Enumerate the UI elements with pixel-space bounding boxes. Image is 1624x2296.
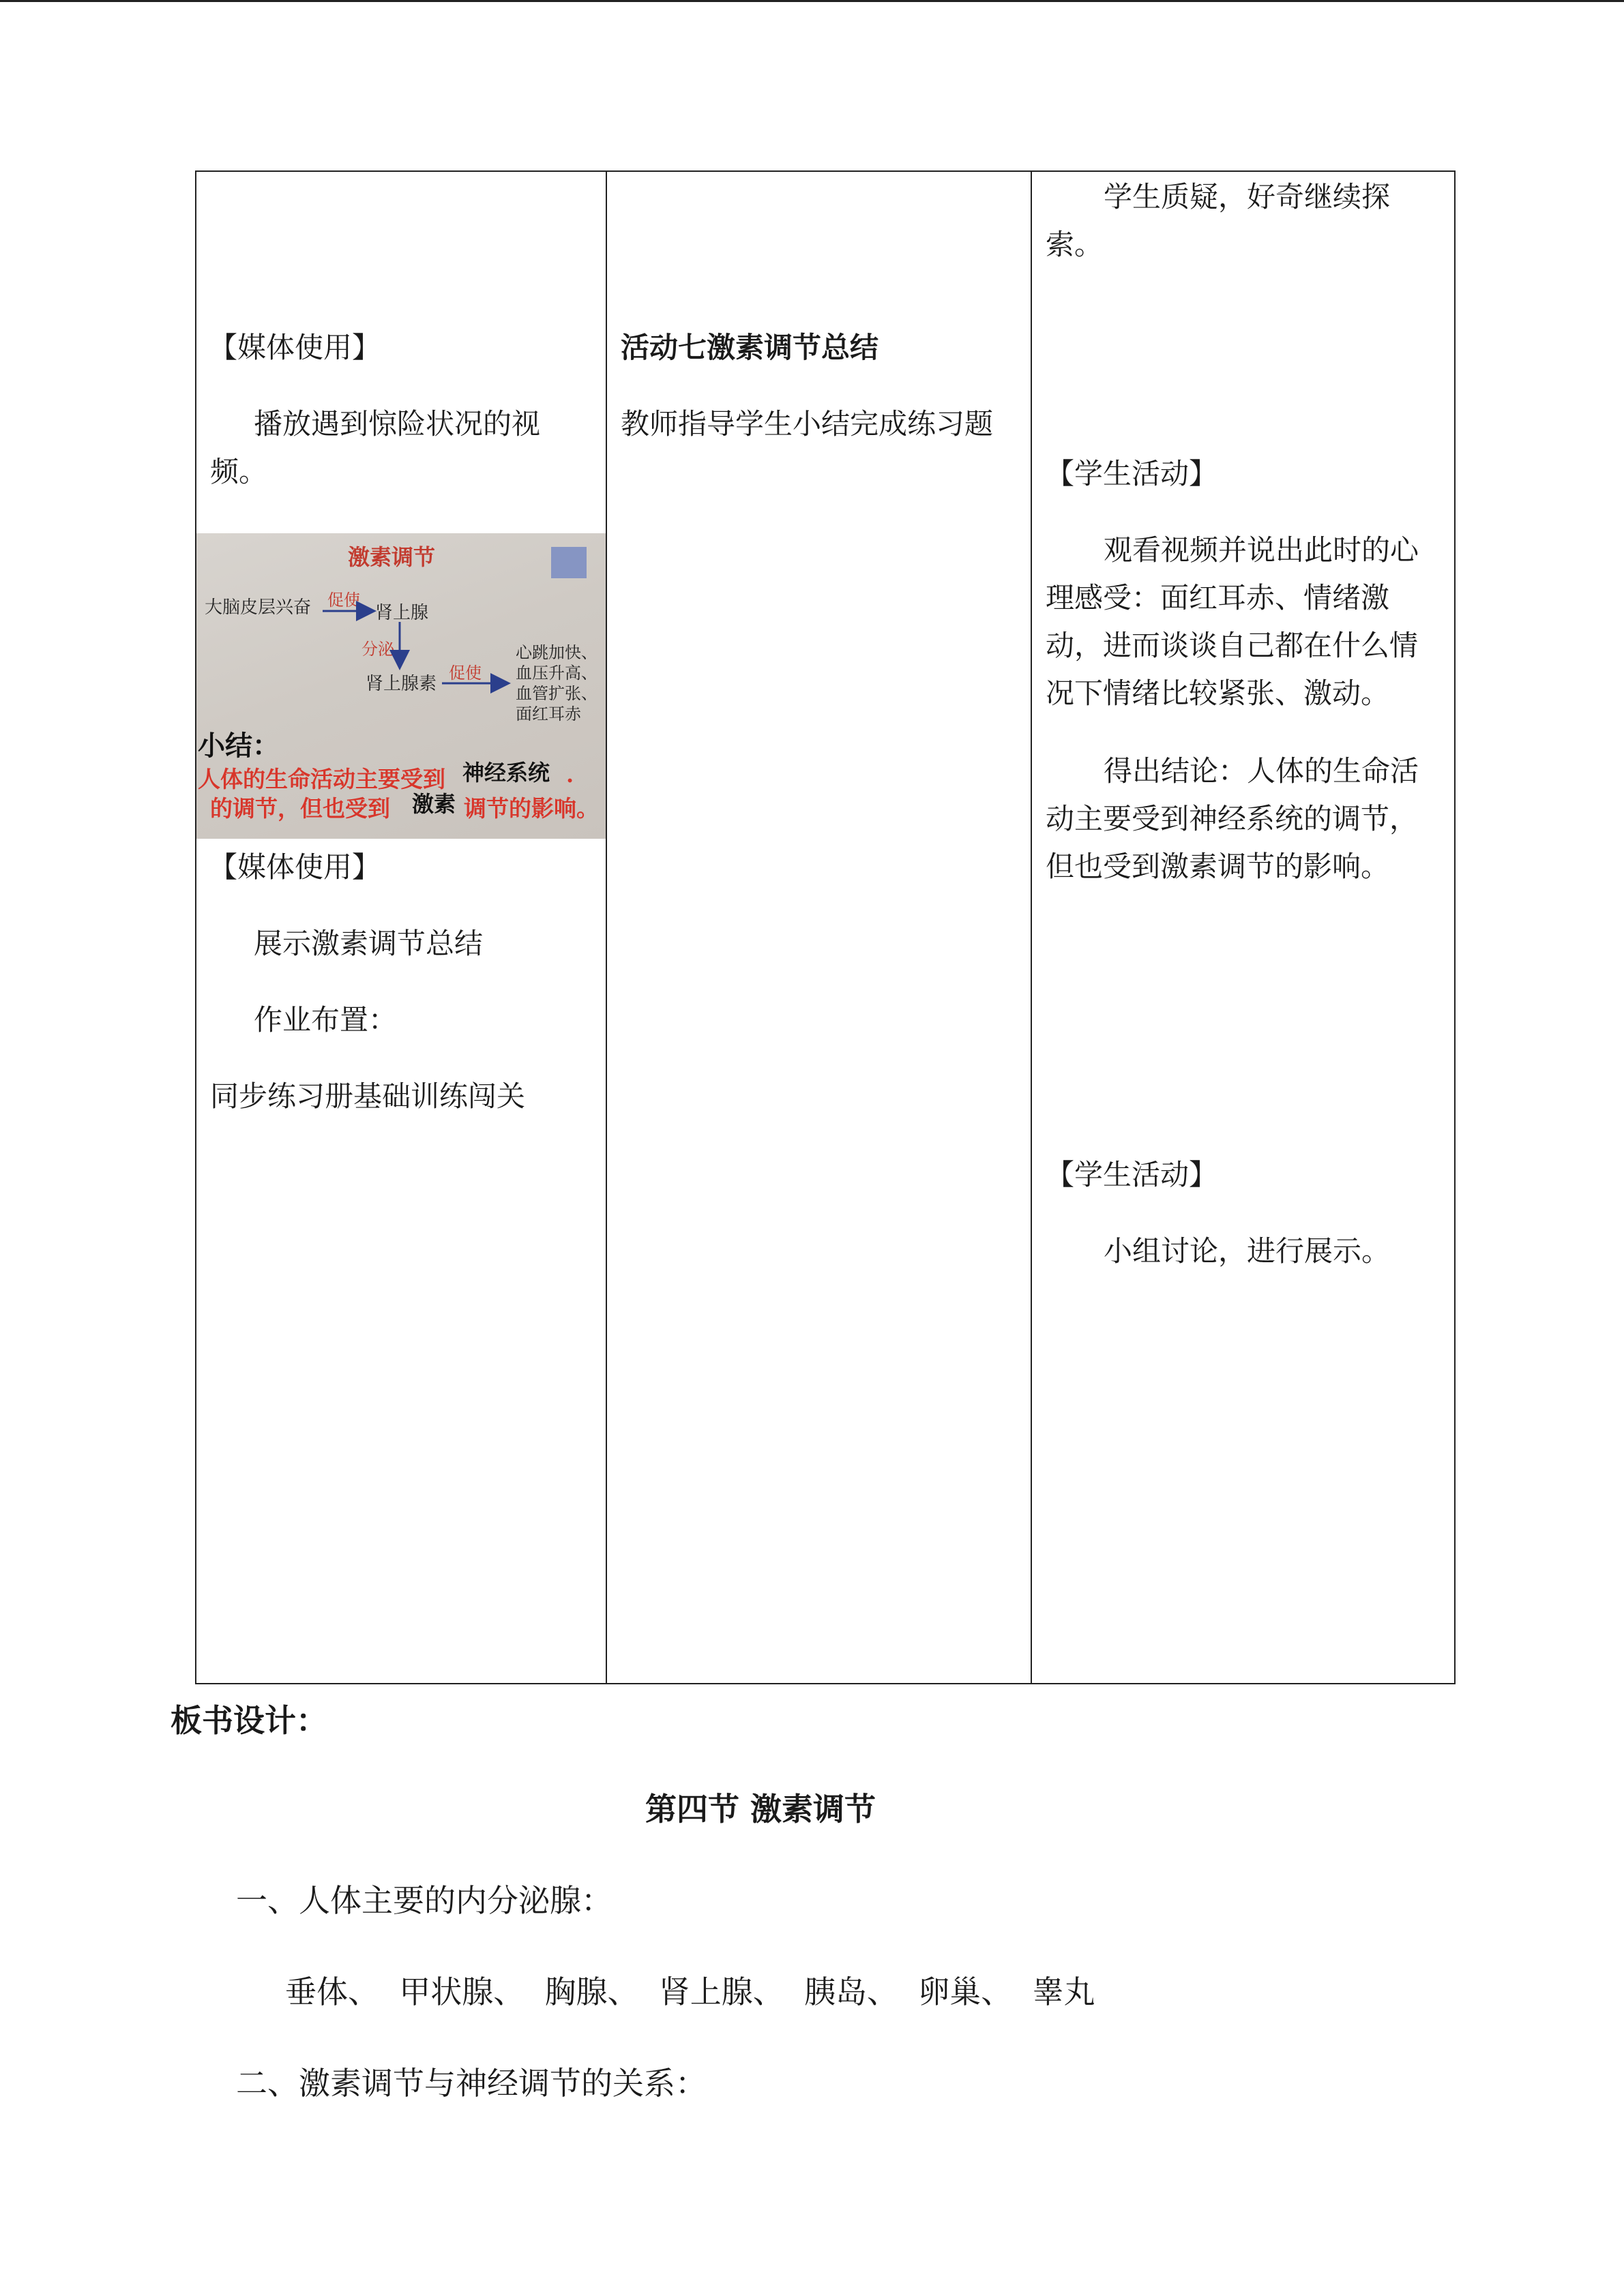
page-top-border <box>0 0 1624 2</box>
board-section-title: 第四节 激素调节 <box>645 1791 876 1828</box>
question-line-2: 索。 <box>1046 228 1104 261</box>
conclusion-line-1: 得出结论：人体的生命活 <box>1104 754 1419 788</box>
slide-summary-line1: 人体的生命活动主要受到 <box>198 766 445 792</box>
media-text-1b: 频。 <box>210 455 268 488</box>
conclusion-line-2: 动主要受到神经系统的调节， <box>1046 802 1419 835</box>
activity-text: 教师指导学生小结完成练习题 <box>621 407 994 441</box>
slide-summary-line2b: 调节的影响。 <box>464 795 599 822</box>
slide-summary-label: 小结： <box>198 730 280 762</box>
slide-summary-line2a: 的调节，但也受到 <box>210 795 390 822</box>
slide-effects <box>516 642 597 724</box>
watch-line-3: 动，进而谈谈自己都在什么情 <box>1046 629 1419 662</box>
slide-title: 激素调节 <box>348 544 436 570</box>
slide-effect-1: 心跳加快、 <box>516 643 597 662</box>
student-activity-label-1: 【学生活动】 <box>1046 457 1218 490</box>
media-text-1a: 播放遇到惊险状况的视 <box>254 407 541 441</box>
board-item-2: 二、激素调节与神经调节的关系： <box>236 2065 707 2102</box>
board-glands-list: 垂体、 甲状腺、 胸腺、 肾上腺、 胰岛、 卵巢、 睾丸 <box>285 1973 1095 2010</box>
media-title-2: 【媒体使用】 <box>209 850 381 884</box>
media-title-1: 【媒体使用】 <box>209 331 381 364</box>
slide-effect-3: 血管扩张、 <box>516 684 597 703</box>
discussion-text: 小组讨论，进行展示。 <box>1104 1234 1391 1268</box>
homework-text: 同步练习册基础训练闯关 <box>210 1079 526 1113</box>
student-activity-label-2: 【学生活动】 <box>1046 1158 1218 1191</box>
slide-label-secrete: 分泌 <box>361 640 394 659</box>
conclusion-line-3: 但也受到激素调节的影响。 <box>1046 850 1390 883</box>
board-design-label: 板书设计： <box>171 1702 327 1739</box>
slide-node-adrenal: 肾上腺 <box>375 603 429 623</box>
question-line-1: 学生质疑，好奇继续探 <box>1104 180 1391 213</box>
slide-node-adrenaline: 肾上腺素 <box>366 674 437 694</box>
activity-title: 活动七激素调节总结 <box>621 331 879 364</box>
slide-summary-fill1: 神经系统 <box>462 760 550 786</box>
slide-effect-2: 血压升高、 <box>516 664 597 683</box>
slide-effect-4: 面红耳赤 <box>516 704 581 724</box>
watch-line-4: 况下情绪比较紧张、激动。 <box>1046 676 1390 710</box>
watch-line-2: 理感受：面红耳赤、情绪激 <box>1046 581 1390 614</box>
slide-summary-dot: . <box>566 762 574 788</box>
slide-label-promote-1: 促使 <box>327 591 360 610</box>
media-text-2: 展示激素调节总结 <box>254 927 484 960</box>
slide-summary-fill2: 激素 <box>412 791 456 817</box>
watch-line-1: 观看视频并说出此时的心 <box>1104 533 1419 567</box>
slide-label-promote-2: 促使 <box>449 664 482 683</box>
column-divider-2 <box>1031 172 1032 1683</box>
slide-image <box>196 533 606 839</box>
board-item-1: 一、人体主要的内分泌腺： <box>236 1882 612 1919</box>
homework-label: 作业布置： <box>254 1003 398 1037</box>
column-divider-1 <box>606 172 607 1683</box>
slide-node-cortex: 大脑皮层兴奋 <box>205 597 312 618</box>
